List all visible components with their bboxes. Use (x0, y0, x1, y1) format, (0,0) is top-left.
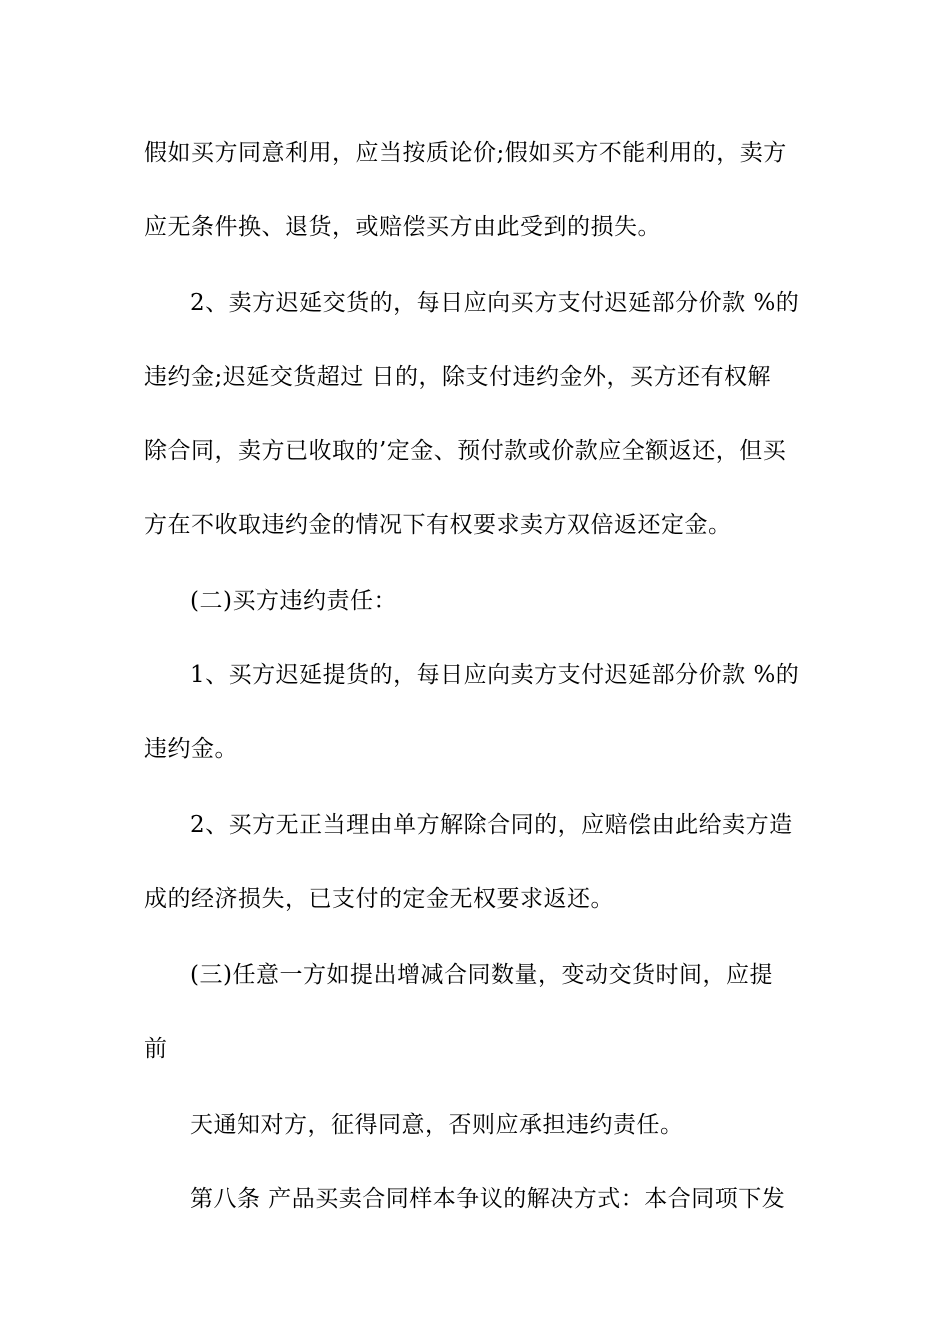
text-line: 假如买方同意利用，应当按质论价;假如买方不能利用的，卖方 (144, 140, 787, 166)
article-heading: 第八条 产品买卖合同样本争议的解决方式：本合同项下发 (190, 1186, 786, 1212)
section-heading: (二)买方违约责任： (190, 588, 397, 614)
text-line: 1、买方迟延提货的，每日应向卖方支付迟延部分价款 %的 (190, 662, 800, 688)
text-line: 天通知对方，征得同意，否则应承担违约责任。 (190, 1112, 684, 1138)
text-line: 方在不收取违约金的情况下有权要求卖方双倍返还定金。 (144, 512, 732, 538)
text-line: 违约金;迟延交货超过 日的，除支付违约金外，买方还有权解 (144, 364, 772, 390)
text-line: 违约金。 (144, 736, 238, 762)
text-line: 前 (144, 1036, 168, 1062)
text-line: (三)任意一方如提出增减合同数量，变动交货时间，应提 (190, 962, 773, 988)
text-line: 成的经济损失，已支付的定金无权要求返还。 (144, 886, 614, 912)
text-line: 2、买方无正当理由单方解除合同的，应赔偿由此给卖方造 (190, 812, 793, 838)
text-line: 2、卖方迟延交货的，每日应向买方支付迟延部分价款 %的 (190, 290, 800, 316)
text-line: 除合同，卖方已收取的’定金、预付款或价款应全额返还，但买 (144, 438, 787, 464)
text-line: 应无条件换、退货，或赔偿买方由此受到的损失。 (144, 214, 661, 240)
